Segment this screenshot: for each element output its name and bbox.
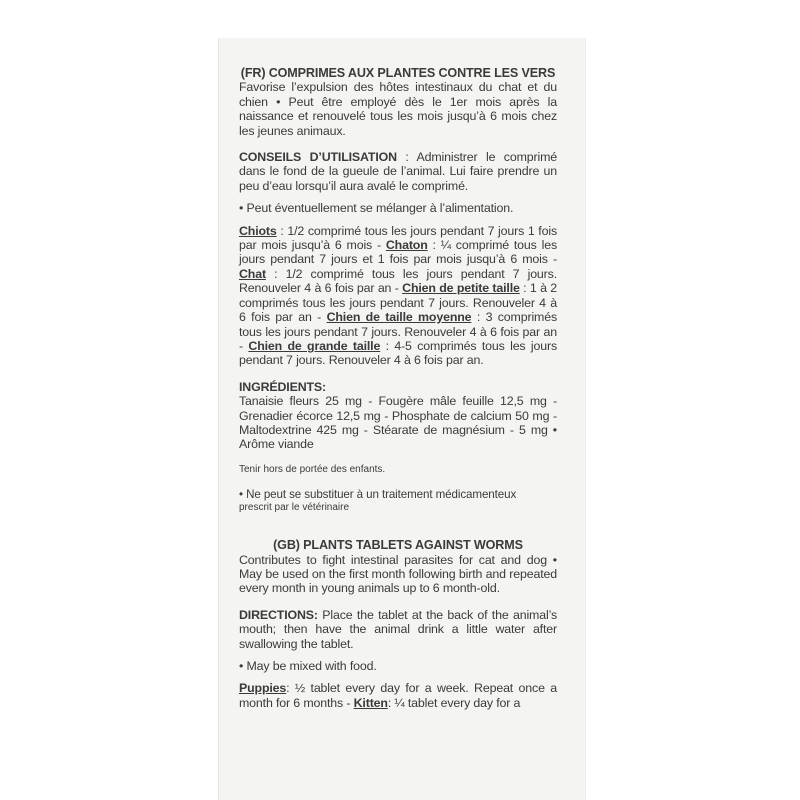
fr-conseils <box>239 150 557 193</box>
fr-melange: • Peut éventuellement se mélanger à l’alimentation. <box>239 201 514 216</box>
fr-dosage <box>239 224 557 368</box>
label-text <box>239 66 557 710</box>
fr-title: (FR) COMPRIMES AUX PLANTES CONTRE LES VERS <box>240 66 556 80</box>
fr-children-warning: Tenir hors de portée des enfants. <box>239 463 386 475</box>
gb-intro: Contributes to fight intestinal parasites for cat and dog • May be used on the first month following birth and repeated every month in young animals up to 6 month-old. <box>239 552 557 596</box>
fr-conseils-label: CONSEILS D’UTILISATION <box>239 150 397 165</box>
gb-directions <box>239 608 557 651</box>
gb-directions-text: Place the tablet at the back of the animal’s mouth; then have the animal drink a little water after swallowing the tablet. <box>239 607 557 651</box>
gb-kitten-label: Kitten <box>353 695 388 710</box>
fr-moyenne-text: : 3 comprimés tous les jours pendant 7 jours. Renouveler 4 à 6 fois par an - <box>239 310 558 353</box>
fr-grande-text: : 4-5 comprimés tous les jours pendant 7 jours. Renouveler 4 à 6 fois par an. <box>239 338 557 368</box>
gb-puppies-text: : ½ tablet every day for a week. Repeat once a month for 6 months - <box>239 681 557 710</box>
gb-kitten-text: : ¼ tablet every day for a <box>387 695 521 710</box>
fr-ingredients-label <box>239 380 557 394</box>
fr-moyenne-label: Chien de taille moyenne <box>326 310 472 325</box>
package-panel <box>219 38 585 800</box>
fr-substitute-line1: • Ne peut se substituer à un traitement médicamenteux <box>239 487 517 501</box>
gb-dosage <box>239 681 557 710</box>
fr-petite-text: : 1 à 2 comprimés tous les jours pendant 7 jours. Renouveler 4 à 6 fois par an - <box>239 281 557 325</box>
fr-chiots-text: : 1/2 comprimé tous les jours pendant 7 jours 1 fois par mois jusqu’à 6 mois - <box>239 223 557 253</box>
gb-directions-label: DIRECTIONS: <box>239 607 318 622</box>
fr-chat-label: Chat <box>239 266 266 281</box>
fr-chaton-label: Chaton <box>385 238 428 253</box>
fr-petite-label: Chien de petite taille <box>402 281 520 296</box>
fr-conseils-text: : Administrer le comprimé dans le fond de la gueule de l’animal. Lui faire prendre un peu d’eau lorsqu’il aura avalé le comprimé. <box>239 150 557 193</box>
fr-ingredients-heading: INGRÉDIENTS: <box>239 379 327 394</box>
fr-ingredients-text: Tanaisie fleurs 25 mg - Fougère mâle feuille 12,5 mg - Grenadier écorce 12,5 mg - Phosphate de calcium 50 mg - Maltodextrine 425 mg - Stéarate de magnésium - 5 mg • Arôme viande <box>239 394 557 452</box>
gb-title: (GB) PLANTS TABLETS AGAINST WORMS <box>273 538 523 553</box>
fr-grande-label: Chien de grande taille <box>248 338 381 353</box>
fr-chiots-label: Chiots <box>239 223 277 238</box>
fr-chaton-text: : ¼ comprimé tous les jours pendant 7 jours et 1 fois par mois jusqu’à 6 mois - <box>239 238 557 267</box>
fr-substitute-line2: prescrit par le vétérinaire <box>239 502 350 514</box>
fr-intro: Favorise l’expulsion des hôtes intestinaux du chat et du chien • Peut être employé dès le 1er mois après la naissance et renouvelé tous les mois jusqu’à 6 mois chez les jeunes animaux. <box>239 80 557 138</box>
fr-chat-text: : 1/2 comprimé tous les jours pendant 7 jours. Renouveler 4 à 6 fois par an - <box>239 266 557 296</box>
gb-puppies-label: Puppies <box>239 681 287 696</box>
gb-mixed: • May be mixed with food. <box>239 659 377 673</box>
